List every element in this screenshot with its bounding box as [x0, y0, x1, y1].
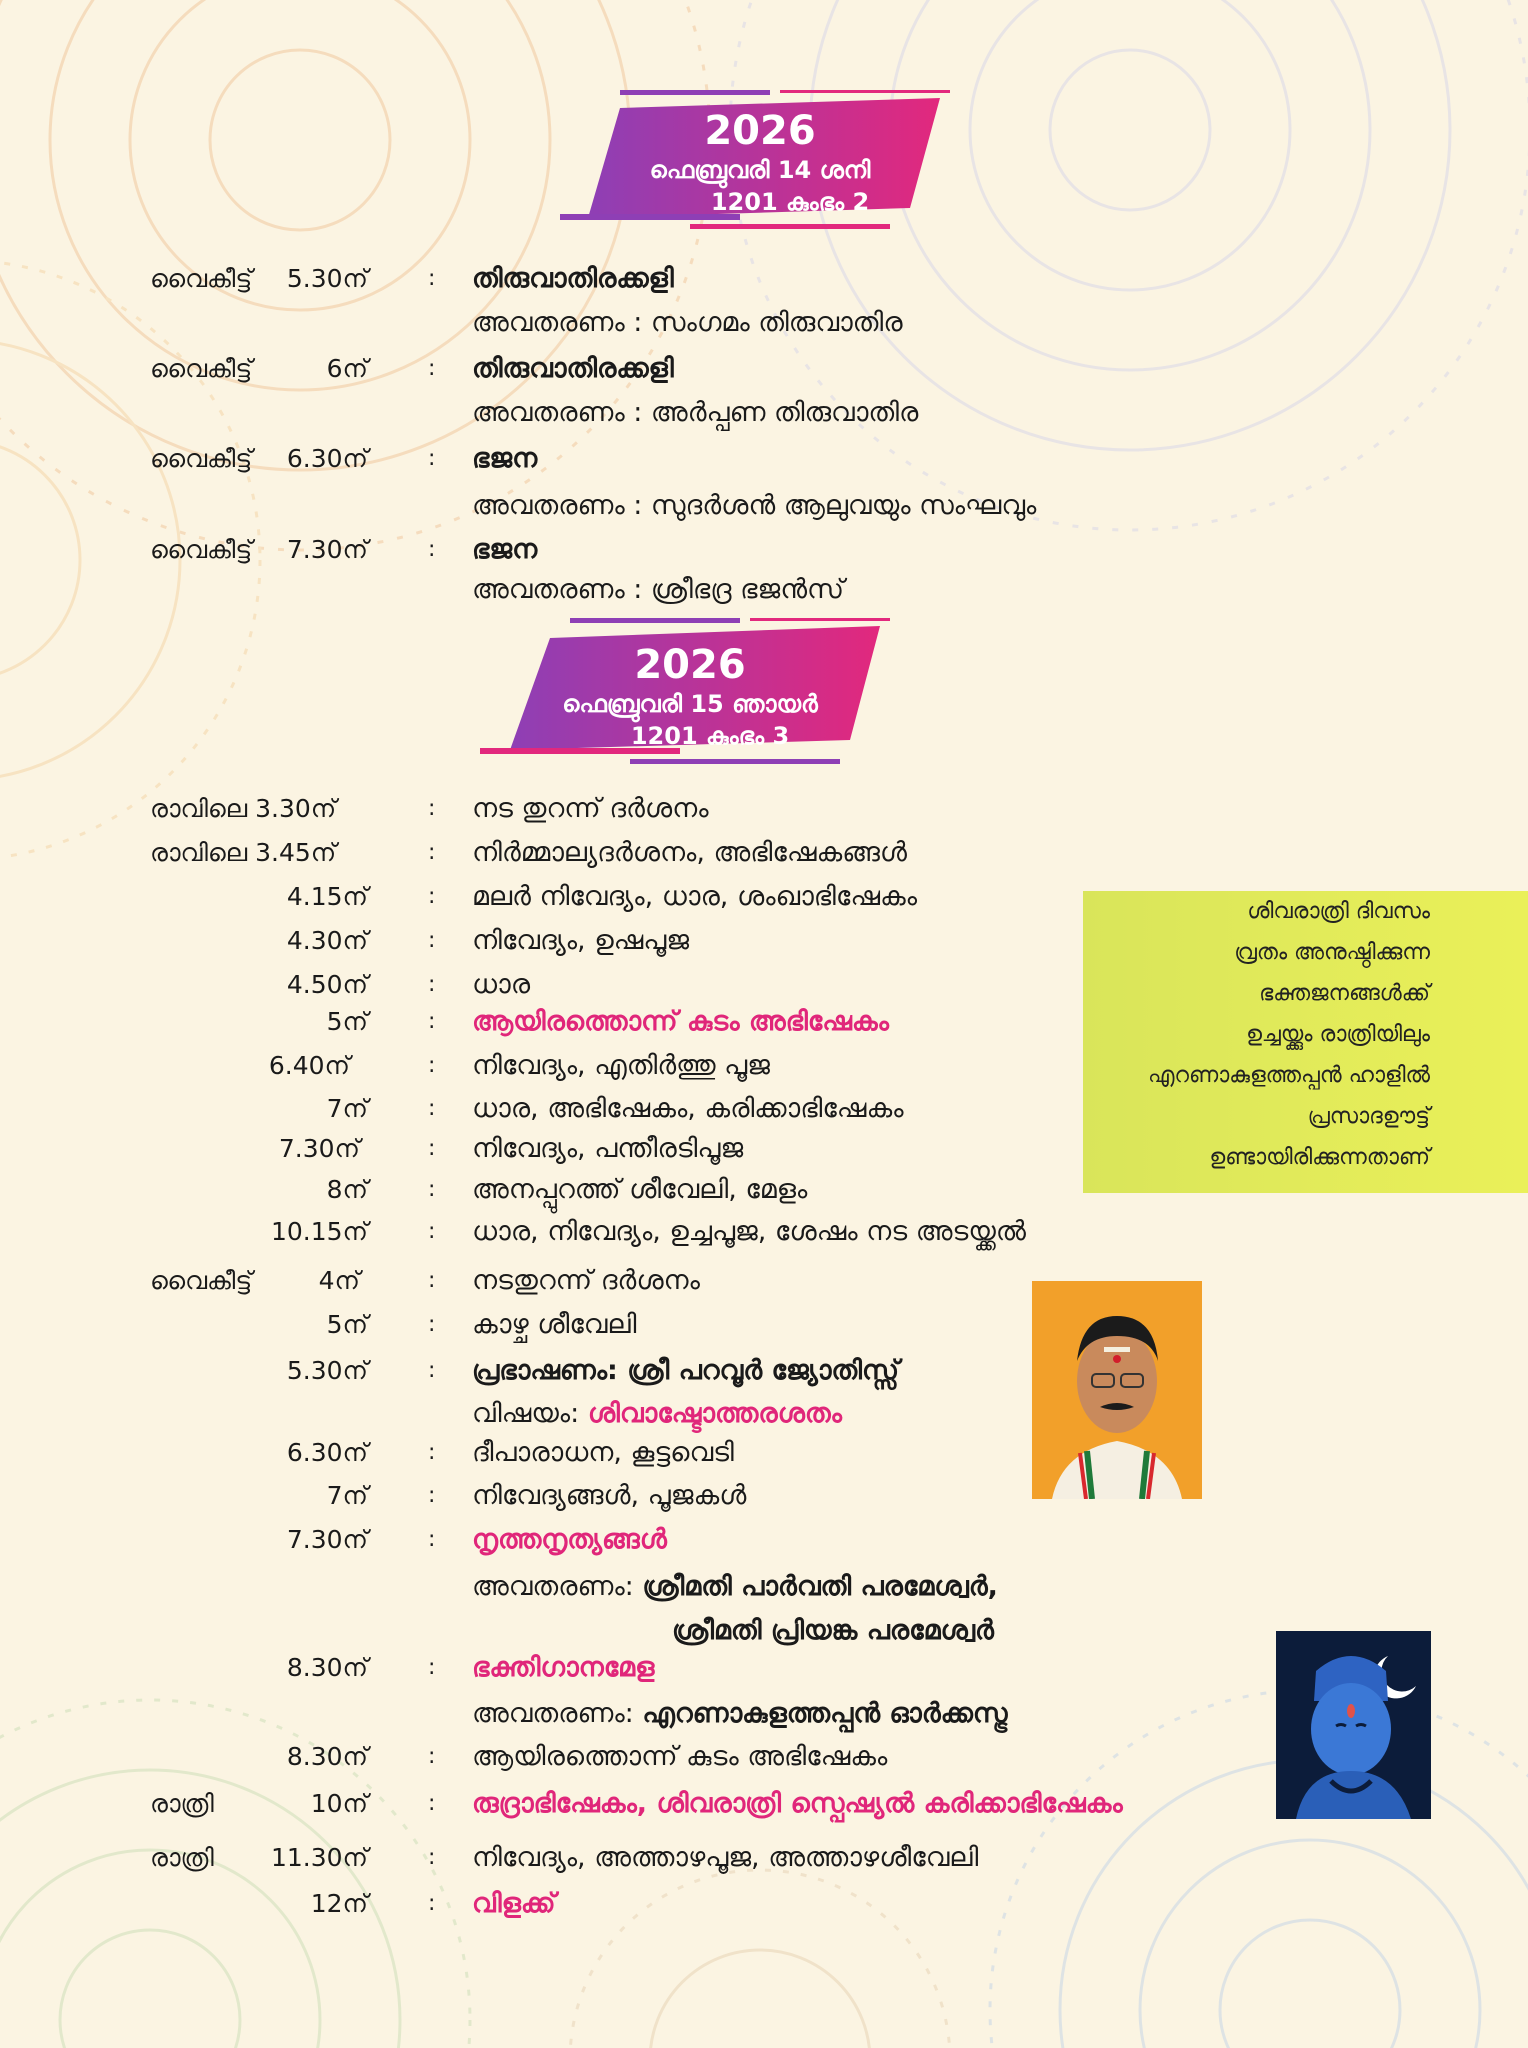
event-desc: ദീപാരാധന, കൂട്ടവെടി	[472, 1437, 734, 1468]
time-num: 6ന്	[326, 354, 368, 383]
event-desc: പ്രഭാഷണം: ശ്രീ പറവൂർ ജ്യോതിസ്സ്	[472, 1355, 900, 1386]
notice-line: ശിവരാത്രി ദിവസം	[1247, 899, 1430, 924]
vratham-notice-box	[1083, 891, 1528, 1193]
event-subline	[472, 1565, 998, 1609]
sub-value: എറണാകുളത്തപ്പൻ ഓർക്കസ്ട്ര	[642, 1698, 1008, 1729]
badge-date: ഫെബ്രുവരി 15 ഞായർ	[562, 690, 818, 718]
event-time: 10.15ന്	[270, 1217, 368, 1246]
shiva-illustration	[1276, 1631, 1431, 1819]
colon: :	[428, 1358, 436, 1383]
event-desc: മലർ നിവേദ്യം, ധാര, ശംഖാഭിഷേകം	[472, 881, 918, 912]
shiva-image	[1276, 1631, 1431, 1819]
event-desc: അനപ്പുറത്ത് ശീവേലി, മേളം	[472, 1174, 808, 1205]
colon: :	[428, 928, 436, 953]
event-time: 8.30ന്	[286, 1742, 368, 1771]
colon: :	[428, 1009, 436, 1034]
event-desc: നിവേദ്യം, അത്താഴപൂജ, അത്താഴശീവേലി	[472, 1842, 979, 1873]
event-time: 5ന്	[326, 1007, 368, 1036]
badge-kumbham: 1201 കുംഭം 3	[630, 722, 790, 750]
colon: :	[428, 1053, 436, 1078]
event-desc: നൃത്തനൃത്യങ്ങൾ	[472, 1524, 667, 1555]
colon: :	[428, 1527, 436, 1552]
colon: :	[428, 1096, 436, 1121]
notice-line: ഉച്ചയ്ക്കും രാത്രിയിലും	[1246, 1022, 1430, 1047]
event-desc: നിവേദ്യം, പന്തീരടിപൂജ	[472, 1133, 744, 1164]
badge-date: ഫെബ്രുവരി 14 ശനി	[649, 156, 871, 184]
time-word: വൈകീട്ട്	[150, 264, 253, 293]
event-desc: ആയിരത്തൊന്ന് കുടം അഭിഷേകം	[472, 1741, 888, 1772]
time-num: 6.30ന്	[286, 444, 368, 473]
event-time: 5ന്	[326, 1310, 368, 1339]
event-time: 6.30ന്	[286, 1438, 368, 1467]
event-desc: ധാര, അഭിഷേകം, കരിക്കാഭിഷേകം	[472, 1093, 904, 1124]
event-time: 4.30ന്	[286, 926, 368, 955]
badge-year: 2026	[704, 108, 816, 154]
colon: :	[428, 1177, 436, 1202]
event-desc: ആയിരത്തൊന്ന് കുടം അഭിഷേകം	[472, 1006, 889, 1037]
time-word: വൈകീട്ട്	[150, 1266, 253, 1295]
colon: :	[428, 1268, 436, 1293]
event-time: 7.30ന്	[286, 1525, 368, 1554]
notice-line: ഭക്തജനങ്ങൾക്ക്	[1259, 981, 1430, 1006]
colon: :	[428, 972, 436, 997]
time-word: രാത്രി	[150, 1843, 214, 1872]
sub-label: അവതരണം:	[472, 1571, 634, 1602]
time-num: 7.30ന്	[286, 535, 368, 564]
badge-kumbham: 1201 കുംഭം 2	[710, 188, 870, 216]
colon: :	[428, 266, 436, 291]
colon: :	[428, 1219, 436, 1244]
event-time: 4.50ന്	[286, 970, 368, 999]
event-desc: ധാര, നിവേദ്യം, ഉച്ചപൂജ, ശേഷം നട അടയ്ക്കൽ	[472, 1216, 1026, 1247]
colon: :	[428, 537, 436, 562]
event-time: 8ന്	[326, 1175, 368, 1204]
event-desc: ഭക്തിഗാനമേള	[472, 1652, 655, 1683]
event-time: 7ന്	[326, 1094, 368, 1123]
event-title: തിരുവാതിരക്കളി	[472, 353, 674, 384]
event-desc: ധാര	[472, 969, 531, 1000]
event-detail: അവതരണം : സംഗമം തിരുവാതിര	[472, 307, 903, 338]
event-detail: അവതരണം : സുദർശൻ ആലുവയും സംഘവും	[472, 490, 1037, 521]
sub-label: അവതരണം:	[472, 1698, 634, 1729]
event-time: 12ന്	[310, 1889, 368, 1918]
notice-line: വ്രതം അനുഷ്ഠിക്കുന്ന	[1234, 940, 1430, 965]
time-num: 4ന്	[318, 1266, 360, 1295]
sub-value: ശ്രീമതി പാർവതി പരമേശ്വർ,	[642, 1571, 998, 1602]
colon: :	[428, 1845, 436, 1870]
colon: :	[428, 356, 436, 381]
time-num: 10ന്	[310, 1789, 368, 1818]
event-time: 5.30ന്	[286, 1356, 368, 1385]
event-subline	[472, 1392, 842, 1436]
time-word: രാത്രി	[150, 1789, 214, 1818]
colon: :	[428, 446, 436, 471]
date-badge-day1	[560, 90, 960, 235]
event-desc: നിർമ്മാല്യദർശനം, അഭിഷേകങ്ങൾ	[472, 837, 908, 868]
time-num: 11.30ന്	[270, 1843, 368, 1872]
speaker-photo	[1032, 1281, 1202, 1499]
notice-line: എറണാകുളത്തപ്പൻ ഹാളിൽ	[1147, 1063, 1430, 1088]
event-desc: നിവേദ്യം, ഉഷപൂജ	[472, 925, 690, 956]
colon: :	[428, 840, 436, 865]
event-time: 4.15ന്	[286, 882, 368, 911]
time-word: വൈകീട്ട്	[150, 535, 253, 564]
speaker-portrait-illustration	[1032, 1281, 1202, 1499]
colon: :	[428, 1136, 436, 1161]
badge-year: 2026	[634, 642, 746, 688]
colon: :	[428, 1483, 436, 1508]
event-desc: നട തുറന്ന് ദർശനം	[472, 793, 709, 824]
notice-line: പ്രസാദഊട്ട്	[1307, 1104, 1430, 1129]
event-desc: രുദ്രാഭിഷേകം, ശിവരാത്രി സ്പെഷ്യൽ കരിക്കാഭിഷേകം	[472, 1788, 1123, 1819]
event-time: രാവിലെ 3.45ന്	[150, 838, 337, 867]
event-desc: നിവേദ്യം, എതിർത്തു പൂജ	[472, 1050, 770, 1081]
event-subline-2: ശ്രീമതി പ്രിയങ്ക പരമേശ്വർ	[672, 1615, 994, 1646]
colon: :	[428, 1744, 436, 1769]
time-word: വൈകീട്ട്	[150, 354, 253, 383]
event-desc: കാഴ്ച ശീവേലി	[472, 1309, 637, 1340]
event-detail: അവതരണം : അർപ്പണ തിരുവാതിര	[472, 397, 919, 428]
colon: :	[428, 884, 436, 909]
event-title: ഭജന	[472, 443, 538, 474]
colon: :	[428, 1791, 436, 1816]
event-time: രാവിലെ 3.30ന്	[150, 794, 337, 823]
event-desc: നിവേദ്യങ്ങൾ, പൂജകൾ	[472, 1480, 747, 1511]
event-time: 8.30ന്	[286, 1653, 368, 1682]
sub-label: വിഷയം:	[472, 1398, 580, 1429]
time-word: വൈകീട്ട്	[150, 444, 253, 473]
event-detail: അവതരണം : ശ്രീഭദ്ര ഭജൻസ്	[472, 574, 845, 605]
colon: :	[428, 1440, 436, 1465]
sub-value: ശിവാഷ്ടോത്തരശതം	[587, 1398, 842, 1429]
event-title: ഭജന	[472, 534, 538, 565]
event-subline	[472, 1692, 1007, 1736]
event-desc: നടതുറന്ന് ദർശനം	[472, 1265, 700, 1296]
time-num: 5.30ന്	[286, 264, 368, 293]
notice-line: ഉണ്ടായിരിക്കുന്നതാണ്	[1209, 1145, 1430, 1170]
event-title: തിരുവാതിരക്കളി	[472, 263, 674, 294]
event-time: 7ന്	[326, 1481, 368, 1510]
date-badge-day2	[480, 618, 900, 768]
event-time: 6.40ന്	[268, 1051, 350, 1080]
colon: :	[428, 1891, 436, 1916]
colon: :	[428, 1655, 436, 1680]
colon: :	[428, 1312, 436, 1337]
event-time: 7.30ന്	[278, 1134, 360, 1163]
event-desc: വിളക്ക്	[472, 1888, 556, 1919]
colon: :	[428, 796, 436, 821]
